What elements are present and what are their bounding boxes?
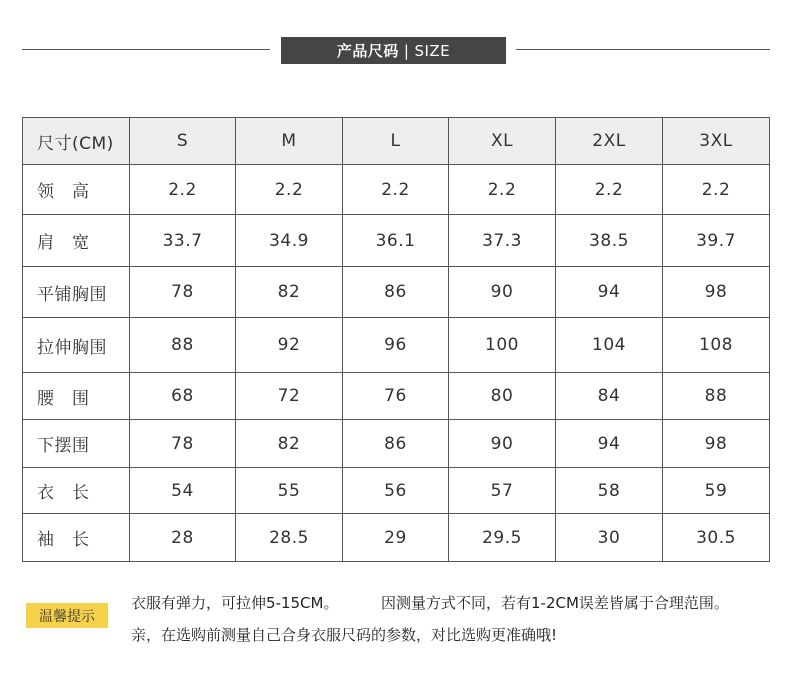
column-header: 尺寸(CM)	[23, 118, 130, 165]
table-cell: 90	[449, 267, 556, 318]
column-header: 3XL	[663, 118, 770, 165]
tips-line-1b: 因测量方式不同，若有1-2CM误差皆属于合理范围。	[381, 594, 729, 612]
table-cell: 82	[236, 267, 343, 318]
table-cell: 68	[130, 373, 236, 420]
table-cell: 33.7	[130, 215, 236, 267]
table-row	[23, 420, 770, 468]
table-cell: 2.2	[449, 165, 556, 215]
table-cell: 58	[556, 468, 663, 514]
table-cell: 2.2	[236, 165, 343, 215]
row-label: 下摆围	[23, 420, 130, 468]
table-cell: 28	[130, 514, 236, 562]
table-cell: 2.2	[130, 165, 236, 215]
table-cell: 30	[556, 514, 663, 562]
row-label: 腰 围	[23, 373, 130, 420]
table-cell: 39.7	[663, 215, 770, 267]
table-cell: 2.2	[663, 165, 770, 215]
table-cell: 28.5	[236, 514, 343, 562]
table-cell: 108	[663, 318, 770, 373]
size-table	[22, 117, 770, 562]
title-zh: 产品尺码	[336, 42, 399, 60]
table-row	[23, 267, 770, 318]
table-cell: 55	[236, 468, 343, 514]
table-row	[23, 318, 770, 373]
table-cell: 78	[130, 420, 236, 468]
table-cell: 78	[130, 267, 236, 318]
table-cell: 94	[556, 267, 663, 318]
table-row	[23, 165, 770, 215]
table-cell: 37.3	[449, 215, 556, 267]
row-label: 肩 宽	[23, 215, 130, 267]
header-line-right	[516, 49, 770, 50]
row-label: 衣 长	[23, 468, 130, 514]
table-cell: 38.5	[556, 215, 663, 267]
page-title	[281, 37, 506, 64]
column-header: 2XL	[556, 118, 663, 165]
column-header: S	[130, 118, 236, 165]
header-line-left	[22, 49, 270, 50]
table-cell: 88	[130, 318, 236, 373]
table-cell: 86	[343, 267, 449, 318]
table-cell: 88	[663, 373, 770, 420]
table-cell: 98	[663, 420, 770, 468]
table-row	[23, 468, 770, 514]
table-cell: 2.2	[343, 165, 449, 215]
table-cell: 94	[556, 420, 663, 468]
table-cell: 56	[343, 468, 449, 514]
table-cell: 84	[556, 373, 663, 420]
table-cell: 82	[236, 420, 343, 468]
table-cell: 36.1	[343, 215, 449, 267]
table-cell: 76	[343, 373, 449, 420]
title-separator: |	[403, 41, 410, 60]
table-cell: 54	[130, 468, 236, 514]
tips-line-1a: 衣服有弹力，可拉伸5-15CM。	[131, 594, 339, 612]
column-header: L	[343, 118, 449, 165]
table-cell: 29	[343, 514, 449, 562]
table-cell: 86	[343, 420, 449, 468]
table-cell: 80	[449, 373, 556, 420]
table-cell: 92	[236, 318, 343, 373]
table-cell: 59	[663, 468, 770, 514]
table-header-row	[23, 118, 770, 165]
table-cell: 29.5	[449, 514, 556, 562]
tips-line-2: 亲，在选购前测量自己合身衣服尺码的参数，对比选购更准确哦!	[131, 626, 558, 644]
table-cell: 30.5	[663, 514, 770, 562]
table-cell: 104	[556, 318, 663, 373]
table-cell: 98	[663, 267, 770, 318]
table-cell: 100	[449, 318, 556, 373]
table-cell: 90	[449, 420, 556, 468]
column-header: M	[236, 118, 343, 165]
row-label: 领 高	[23, 165, 130, 215]
table-cell: 57	[449, 468, 556, 514]
row-label: 平铺胸围	[23, 267, 130, 318]
table-cell: 72	[236, 373, 343, 420]
table-row	[23, 215, 770, 267]
title-en: SIZE	[414, 41, 451, 60]
table-row	[23, 514, 770, 562]
table-row	[23, 373, 770, 420]
table-cell: 2.2	[556, 165, 663, 215]
tips-badge: 温馨提示	[26, 603, 108, 628]
table-cell: 34.9	[236, 215, 343, 267]
column-header: XL	[449, 118, 556, 165]
table-cell: 96	[343, 318, 449, 373]
row-label: 拉伸胸围	[23, 318, 130, 373]
row-label: 袖 长	[23, 514, 130, 562]
